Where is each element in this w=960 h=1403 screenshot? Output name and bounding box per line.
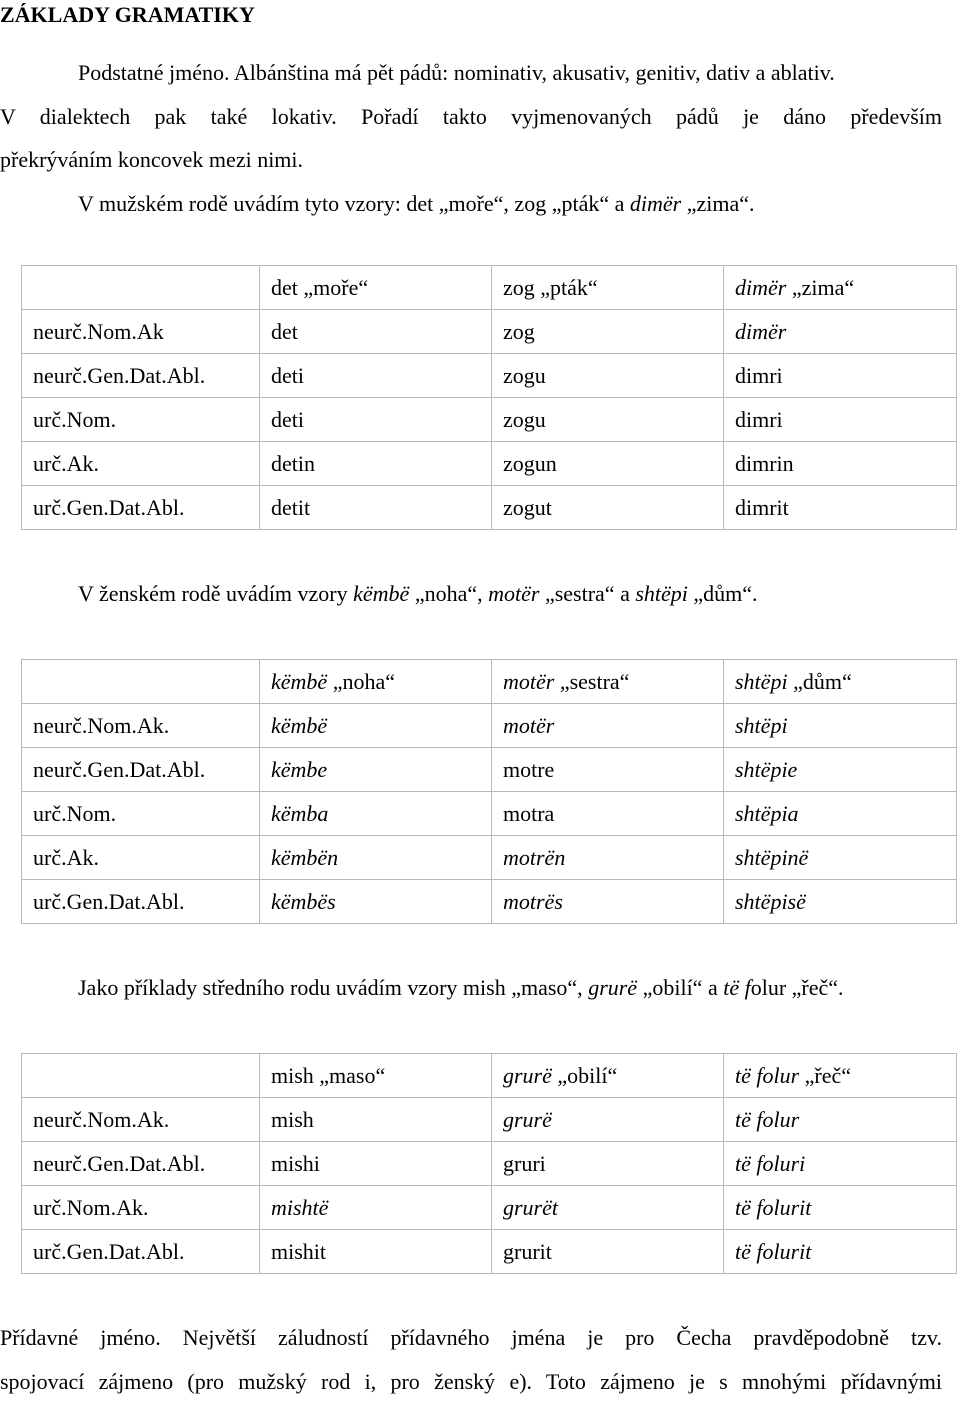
intro-line-2: V dialektech pak také lokativ. Pořadí takto vyjmenovaných pádů je dáno především: [0, 95, 942, 139]
masculine-header-corner: [22, 266, 260, 310]
feminine-gloss-2: „sestra“ a: [539, 581, 635, 606]
feminine-form-cell: këmbe: [260, 748, 492, 792]
masculine-case-label: neurč.Gen.Dat.Abl.: [22, 354, 260, 398]
feminine-word-2: motër: [488, 581, 539, 606]
feminine-header-gloss: „noha“: [327, 669, 395, 694]
neuter-row: [22, 1098, 957, 1142]
feminine-intro-pre: V ženském rodě uvádím vzory: [78, 581, 353, 606]
masculine-header-cell: [724, 266, 957, 310]
feminine-word-1: këmbë: [353, 581, 409, 606]
feminine-header-gloss: „dům“: [788, 669, 852, 694]
neuter-row: [22, 1230, 957, 1274]
feminine-row: [22, 792, 957, 836]
feminine-case-label: neurč.Nom.Ak.: [22, 704, 260, 748]
feminine-form-cell: këmbës: [260, 880, 492, 924]
feminine-row: [22, 704, 957, 748]
neuter-header-word: të folur: [735, 1063, 799, 1088]
neuter-header-row: [22, 1054, 957, 1098]
masculine-form-cell: dimrit: [724, 486, 957, 530]
neuter-header-cell: [492, 1054, 724, 1098]
masculine-case-label: urč.Gen.Dat.Abl.: [22, 486, 260, 530]
masculine-header-gloss: „zima“: [786, 275, 854, 300]
neuter-form-cell: gruri: [492, 1142, 724, 1186]
feminine-row: [22, 748, 957, 792]
neuter-form-cell: mishtë: [260, 1186, 492, 1230]
neuter-form-cell: grurit: [492, 1230, 724, 1274]
masculine-form-cell: zogu: [492, 354, 724, 398]
masculine-word-3: dimër: [630, 191, 681, 216]
neuter-declension-table: [21, 1053, 957, 1274]
neuter-gloss-3: „řeč“.: [786, 975, 843, 1000]
masculine-form-cell: zogut: [492, 486, 724, 530]
masculine-form-cell: zog: [492, 310, 724, 354]
feminine-intro: [0, 572, 942, 616]
feminine-form-cell: motër: [492, 704, 724, 748]
masculine-header-cell: [492, 266, 724, 310]
masculine-row: [22, 486, 957, 530]
neuter-case-label: neurč.Nom.Ak.: [22, 1098, 260, 1142]
neuter-header-cell: [724, 1054, 957, 1098]
masculine-form-cell: deti: [260, 354, 492, 398]
neuter-case-label: neurč.Gen.Dat.Abl.: [22, 1142, 260, 1186]
masculine-case-label: urč.Ak.: [22, 442, 260, 486]
intro-line-1: Podstatné jméno. Albánština má pět pádů: nominativ, akusativ, genitiv, dativ a ablativ.: [0, 51, 942, 95]
feminine-form-cell: shtëpia: [724, 792, 957, 836]
neuter-intro-pre: Jako příklady středního rodu uvádím vzory mish „maso“,: [78, 975, 588, 1000]
neuter-form-cell: të folurit: [724, 1186, 957, 1230]
masculine-form-cell: dimri: [724, 398, 957, 442]
masculine-intro-pre: V mužském rodě uvádím tyto vzory: det „moře“, zog „pták“ a: [78, 191, 630, 216]
intro-paragraph: [0, 51, 942, 225]
neuter-form-cell: të folur: [724, 1098, 957, 1142]
feminine-case-label: urč.Nom.: [22, 792, 260, 836]
feminine-row: [22, 836, 957, 880]
neuter-header-gloss: „obilí“: [552, 1063, 617, 1088]
neuter-form-cell: grurët: [492, 1186, 724, 1230]
intro-line-3: překrýváním koncovek mezi nimi.: [0, 138, 942, 182]
feminine-case-label: urč.Gen.Dat.Abl.: [22, 880, 260, 924]
masculine-case-label: neurč.Nom.Ak: [22, 310, 260, 354]
neuter-intro: [0, 966, 942, 1010]
feminine-declension-table: [21, 659, 957, 924]
neuter-word-3b: olur: [751, 975, 786, 1000]
feminine-form-cell: motra: [492, 792, 724, 836]
masculine-form-cell: dimër: [724, 310, 957, 354]
feminine-word-3: shtëpi: [635, 581, 688, 606]
adjective-paragraph: [0, 1316, 942, 1403]
masculine-form-cell: zogu: [492, 398, 724, 442]
feminine-header-gloss: „sestra“: [554, 669, 629, 694]
feminine-header-corner: [22, 660, 260, 704]
masculine-header-cell: [260, 266, 492, 310]
feminine-form-cell: shtëpinë: [724, 836, 957, 880]
neuter-header-corner: [22, 1054, 260, 1098]
feminine-header-row: [22, 660, 957, 704]
feminine-form-cell: këmba: [260, 792, 492, 836]
adjective-line-1: Přídavné jméno. Největší záludností přídavného jména je pro Čecha pravděpodobně tzv.: [0, 1316, 942, 1360]
masculine-form-cell: deti: [260, 398, 492, 442]
neuter-case-label: urč.Gen.Dat.Abl.: [22, 1230, 260, 1274]
feminine-header-word: motër: [503, 669, 554, 694]
feminine-form-cell: këmbën: [260, 836, 492, 880]
neuter-form-cell: të foluri: [724, 1142, 957, 1186]
feminine-header-word: shtëpi: [735, 669, 788, 694]
neuter-word-3a: të f: [723, 975, 751, 1000]
neuter-row: [22, 1142, 957, 1186]
feminine-form-cell: motre: [492, 748, 724, 792]
masculine-intro: [0, 182, 942, 226]
feminine-form-cell: këmbë: [260, 704, 492, 748]
masculine-case-label: urč.Nom.: [22, 398, 260, 442]
masculine-header-text: zog „pták“: [503, 275, 598, 300]
masculine-intro-post: „zima“.: [681, 191, 754, 216]
masculine-form-cell: dimrin: [724, 442, 957, 486]
neuter-header-gloss: „řeč“: [799, 1063, 851, 1088]
neuter-word-2: grurë: [588, 975, 637, 1000]
masculine-row: [22, 398, 957, 442]
masculine-row: [22, 442, 957, 486]
neuter-form-cell: të folurit: [724, 1230, 957, 1274]
feminine-header-cell: [260, 660, 492, 704]
neuter-header-cell: [260, 1054, 492, 1098]
neuter-header-word: grurë: [503, 1063, 552, 1088]
masculine-row: [22, 310, 957, 354]
masculine-declension-table: [21, 265, 957, 530]
section-heading: ZÁKLADY GRAMATIKY: [0, 0, 255, 30]
feminine-form-cell: motrën: [492, 836, 724, 880]
masculine-form-cell: zogun: [492, 442, 724, 486]
feminine-header-word: këmbë: [271, 669, 327, 694]
masculine-form-cell: dimri: [724, 354, 957, 398]
feminine-header-cell: [724, 660, 957, 704]
masculine-header-word: dimër: [735, 275, 786, 300]
feminine-form-cell: shtëpie: [724, 748, 957, 792]
masculine-form-cell: detin: [260, 442, 492, 486]
feminine-form-cell: shtëpi: [724, 704, 957, 748]
feminine-form-cell: shtëpisë: [724, 880, 957, 924]
neuter-row: [22, 1186, 957, 1230]
neuter-form-cell: mishi: [260, 1142, 492, 1186]
neuter-form-cell: mish: [260, 1098, 492, 1142]
neuter-gloss-2: „obilí“ a: [637, 975, 723, 1000]
feminine-gloss-1: „noha“,: [409, 581, 488, 606]
neuter-header-text: mish „maso“: [271, 1063, 385, 1088]
neuter-case-label: urč.Nom.Ak.: [22, 1186, 260, 1230]
neuter-form-cell: grurë: [492, 1098, 724, 1142]
masculine-row: [22, 354, 957, 398]
feminine-gloss-3: „dům“.: [688, 581, 758, 606]
adjective-line-2: spojovací zájmeno (pro mužský rod i, pro ženský e). Toto zájmeno je s mnohými přídavnými: [0, 1360, 942, 1403]
feminine-case-label: urč.Ak.: [22, 836, 260, 880]
masculine-header-text: det „moře“: [271, 275, 368, 300]
feminine-form-cell: motrës: [492, 880, 724, 924]
feminine-row: [22, 880, 957, 924]
neuter-form-cell: mishit: [260, 1230, 492, 1274]
masculine-form-cell: det: [260, 310, 492, 354]
masculine-header-row: [22, 266, 957, 310]
feminine-header-cell: [492, 660, 724, 704]
masculine-form-cell: detit: [260, 486, 492, 530]
feminine-case-label: neurč.Gen.Dat.Abl.: [22, 748, 260, 792]
